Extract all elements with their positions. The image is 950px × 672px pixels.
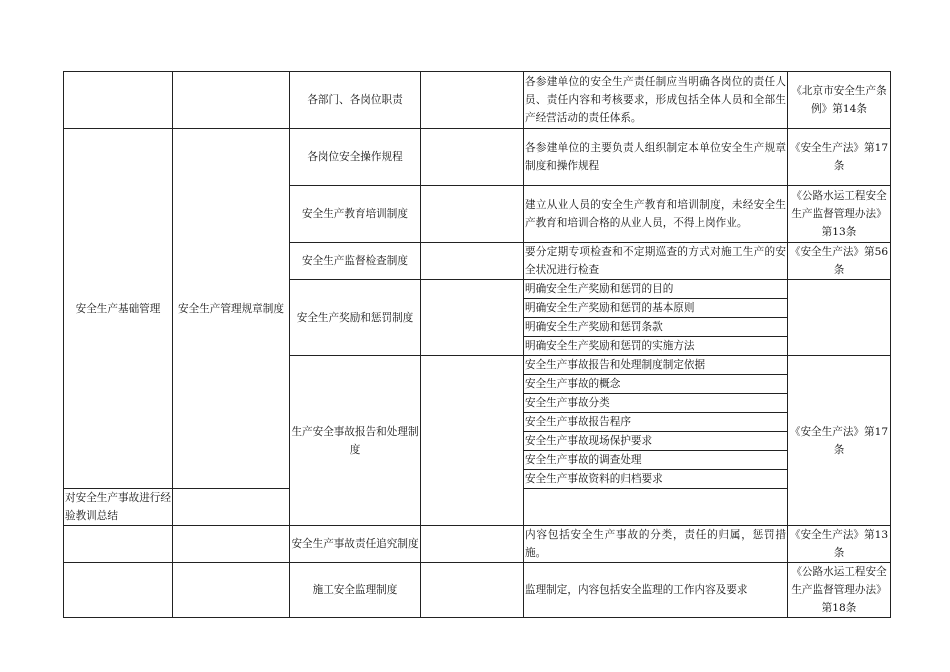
content-cell: 安全生产事故报告程序 (524, 413, 788, 432)
item-cell: 各岗位安全操作规程 (290, 129, 421, 186)
content-cell: 明确安全生产奖励和惩罚的目的 (524, 280, 788, 299)
content-cell: 要分定期专项检查和不定期巡查的方式对施工生产的安全状况进行检查 (524, 243, 788, 280)
blank-cell (421, 356, 524, 526)
content-cell: 安全生产事故分类 (524, 394, 788, 413)
content-cell: 安全生产事故报告和处理制度制定依据 (524, 356, 788, 375)
item-cell: 安全生产监督检查制度 (290, 243, 421, 280)
content-cell: 各参建单位的安全生产责任制应当明确各岗位的责任人员、责任内容和考核要求，形成包括全体人员和全部生产经营活动的责任体系。 (524, 72, 788, 129)
content-cell: 内容包括安全生产事故的分类，责任的归属，惩罚措施。 (524, 526, 788, 563)
table-cell (64, 563, 173, 618)
content-cell: 明确安全生产奖励和惩罚的实施方法 (524, 337, 788, 356)
category-cell: 安全生产基础管理 (64, 129, 173, 489)
item-cell: 安全生产事故责任追究制度 (290, 526, 421, 563)
blank-cell (421, 280, 524, 356)
regulation-table (63, 71, 891, 618)
blank-cell (421, 243, 524, 280)
item-cell: 施工安全监理制度 (290, 563, 421, 618)
basis-cell: 《公路水运工程安全生产监督管理办法》第13条 (788, 186, 891, 243)
blank-cell (421, 563, 524, 618)
table-cell (173, 563, 290, 618)
content-cell: 安全生产事故的调查处理 (524, 451, 788, 470)
blank-cell (421, 526, 524, 563)
content-cell: 安全生产事故的概念 (524, 375, 788, 394)
content-cell: 各参建单位的主要负责人组织制定本单位安全生产规章制度和操作规程 (524, 129, 788, 186)
basis-cell: 《安全生产法》第17条 (788, 356, 891, 526)
table-row (64, 526, 891, 563)
blank-cell (421, 186, 524, 243)
item-cell: 各部门、各岗位职责 (290, 72, 421, 129)
content-cell: 安全生产事故资料的归档要求 (524, 470, 788, 489)
basis-cell: 《公路水运工程安全生产监督管理办法》第18条 (788, 563, 891, 618)
table-cell (173, 72, 290, 129)
item-cell: 生产安全事故报告和处理制度 (290, 356, 421, 526)
table-cell (64, 72, 173, 129)
blank-cell (421, 72, 524, 129)
content-cell: 监理制定，内容包括安全监理的工作内容及要求 (524, 563, 788, 618)
basis-cell: 《安全生产法》第56条 (788, 243, 891, 280)
content-cell: 建立从业人员的安全生产教育和培训制度，未经安全生产教育和培训合格的从业人员，不得上岗作业。 (524, 186, 788, 243)
content-cell: 安全生产事故现场保护要求 (524, 432, 788, 451)
basis-cell: 《北京市安全生产条例》第14条 (788, 72, 891, 129)
item-cell: 安全生产教育培训制度 (290, 186, 421, 243)
table-row (64, 129, 891, 186)
blank-cell (421, 129, 524, 186)
basis-cell: 《安全生产法》第13条 (788, 526, 891, 563)
content-cell: 对安全生产事故进行经验教训总结 (64, 489, 173, 526)
table-row (64, 72, 891, 129)
basis-cell: 《安全生产法》第17条 (788, 129, 891, 186)
content-cell: 明确安全生产奖励和惩罚的基本原则 (524, 299, 788, 318)
basis-cell-empty (788, 280, 891, 356)
item-cell: 安全生产奖励和惩罚制度 (290, 280, 421, 356)
subcategory-cell: 安全生产管理规章制度 (173, 129, 290, 489)
table-cell (173, 526, 290, 563)
table-cell (64, 526, 173, 563)
content-cell: 明确安全生产奖励和惩罚条款 (524, 318, 788, 337)
table-row (64, 563, 891, 618)
